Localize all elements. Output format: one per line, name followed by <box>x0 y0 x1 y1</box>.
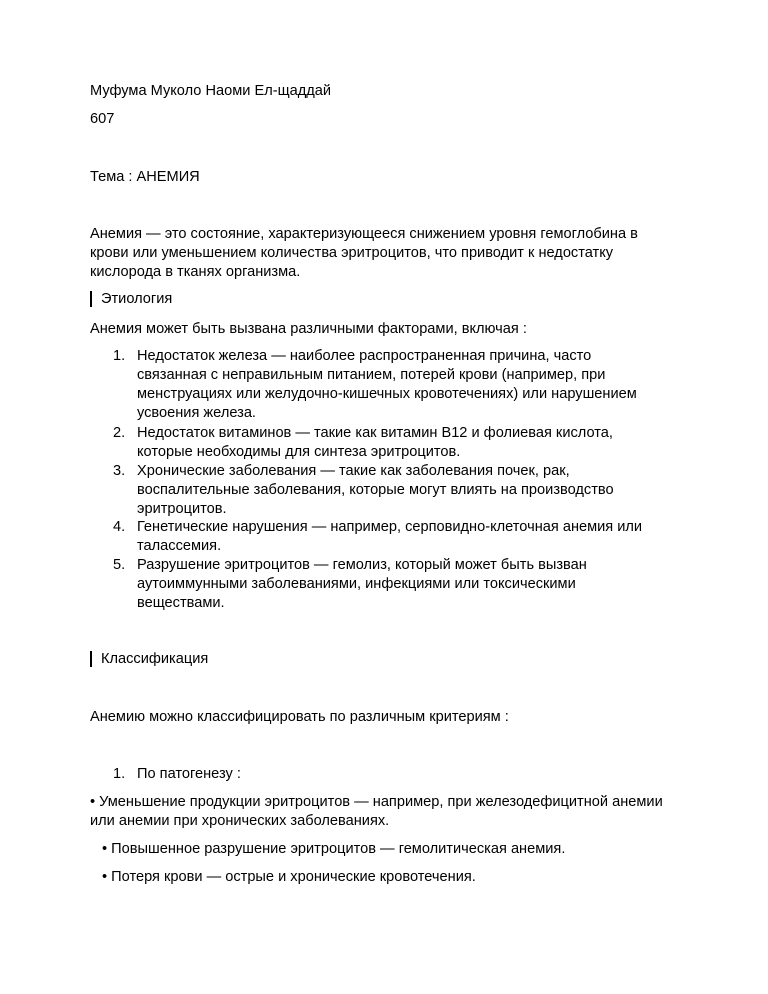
list-item-number: 3. <box>113 463 126 479</box>
list-item-number: 5. <box>113 557 126 573</box>
list-item-number: 1. <box>113 348 126 364</box>
etiology-lead: Анемия может быть вызвана различными факторами, включая : <box>90 321 527 337</box>
heading-bar <box>90 651 92 667</box>
group-number: 607 <box>90 111 115 127</box>
bullet-item: • Повышенное разрушение эритроцитов — гемолитическая анемия. <box>102 841 566 857</box>
list-item: Хронические заболевания — такие как заболевания почек, рак, воспалительные заболевания, которые могут влиять на производство эритроцитов. <box>137 463 614 517</box>
list-item: Недостаток железа — наиболее распространенная причина, часто связанная с неправильным питанием, потерей крови (например, при менструациях или желудочно-кишечных кровотечениях) или нарушением усвоения железа. <box>137 348 637 421</box>
list-item-number: 2. <box>113 425 126 441</box>
list-item-number: 1. <box>113 766 126 782</box>
list-item-number: 4. <box>113 519 126 535</box>
author-name: Муфума Муколо Наоми Ел-щаддай <box>90 83 331 99</box>
classification-heading <box>90 650 208 669</box>
classification-lead: Анемию можно классифицировать по различным критериям : <box>90 709 509 725</box>
intro-paragraph: Анемия — это состояние, характеризующееся снижением уровня гемоглобина в крови или уменьшением количества эритроцитов, что приводит к недостатку кислорода в тканях организма. <box>90 226 638 280</box>
etiology-heading <box>90 290 172 309</box>
topic-title: Тема : АНЕМИЯ <box>90 169 200 185</box>
list-item: Разрушение эритроцитов — гемолиз, который может быть вызван аутоиммунными заболеваниями, инфекциями или токсическими веществами. <box>137 557 587 611</box>
list-item: Генетические нарушения — например, серповидно-клеточная анемия или талассемия. <box>137 519 643 554</box>
list-item: По патогенезу : <box>137 766 241 782</box>
etiology-heading-label: Этиология <box>101 291 173 307</box>
classification-heading-label: Классификация <box>101 651 209 667</box>
bullet-item: • Потеря крови — острые и хронические кровотечения. <box>102 869 476 885</box>
heading-bar <box>90 291 92 307</box>
list-item: Недостаток витаминов — такие как витамин B12 и фолиевая кислота, которые необходимы для синтеза эритроцитов. <box>137 425 613 460</box>
bullet-item: • Уменьшение продукции эритроцитов — например, при железодефицитной анемии или анемии при хронических заболеваниях. <box>90 794 663 829</box>
